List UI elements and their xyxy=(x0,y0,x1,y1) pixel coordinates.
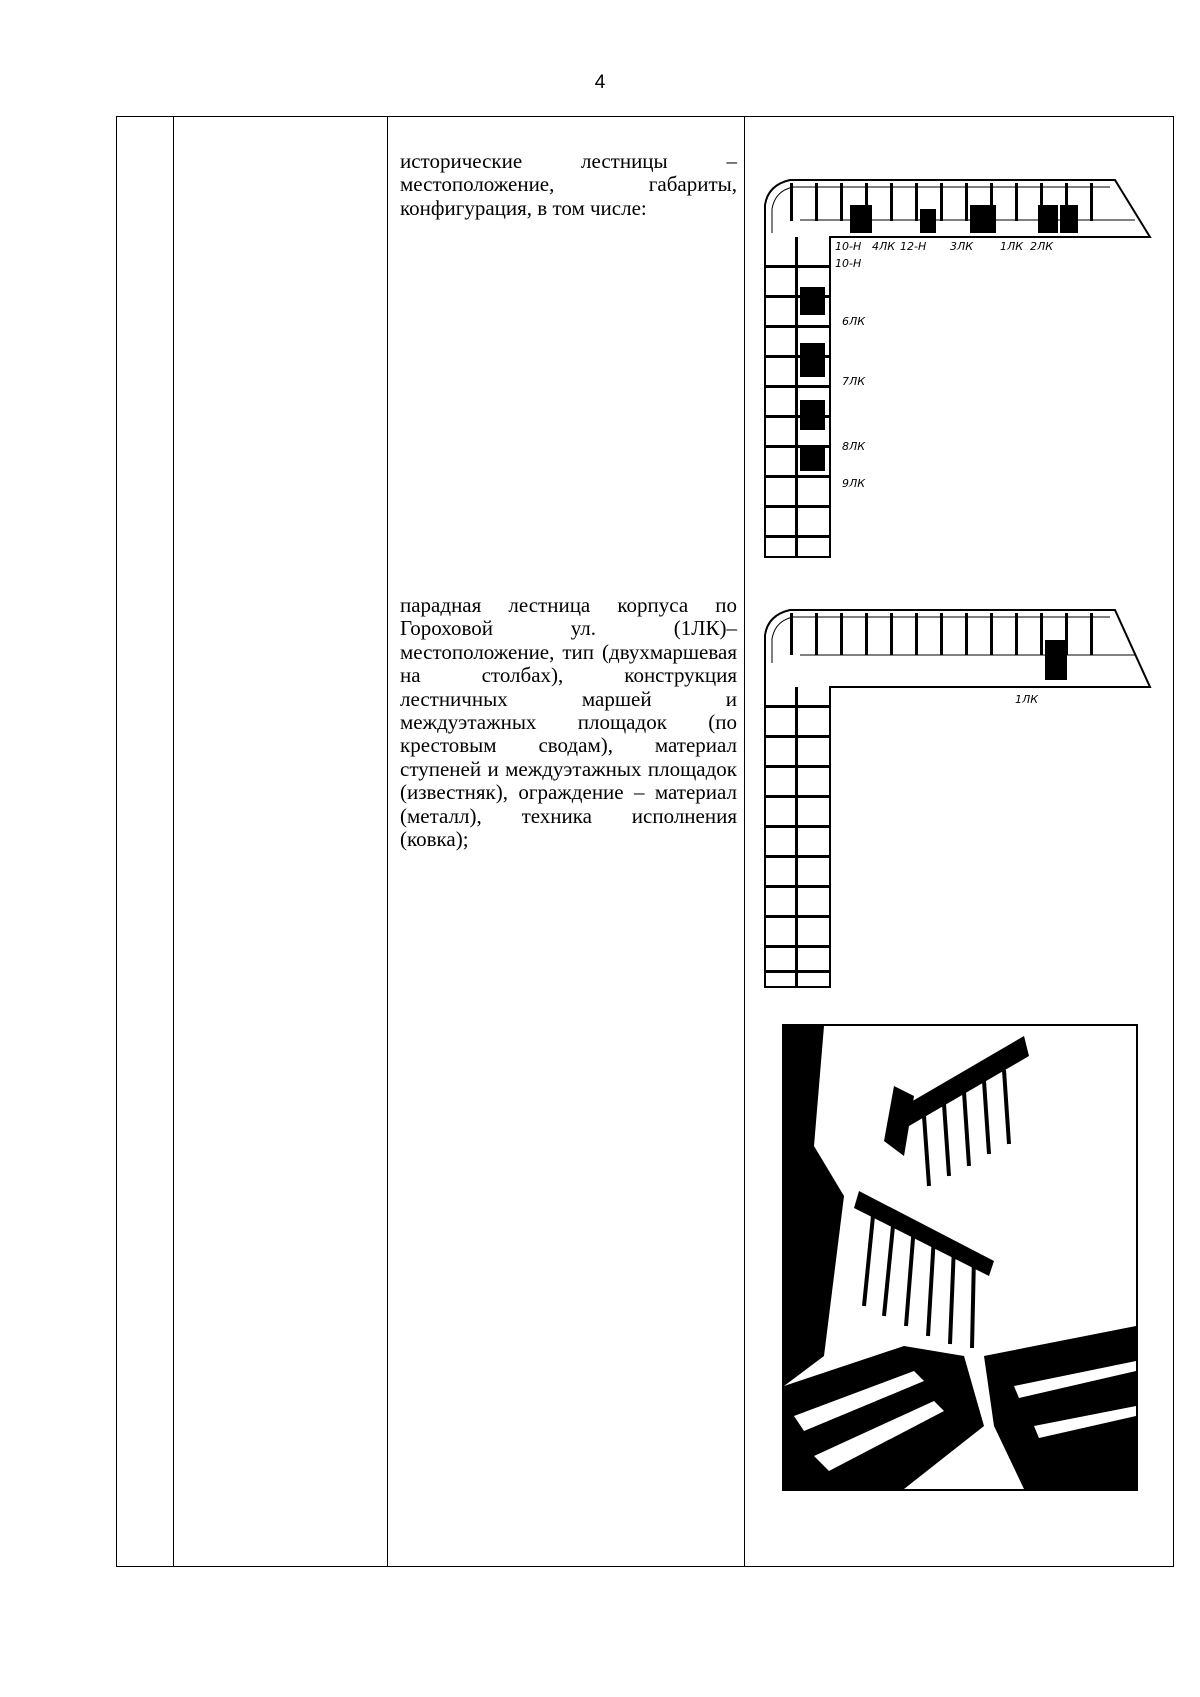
plan-label: 10-Н xyxy=(835,257,862,270)
plan-label: 1ЛК xyxy=(1015,693,1039,706)
column-divider-1 xyxy=(173,117,174,1566)
plan-label: 1ЛК xyxy=(1000,240,1024,253)
column-divider-2 xyxy=(387,117,388,1566)
page-number: 4 xyxy=(594,72,606,93)
plan-label: 12-Н xyxy=(900,240,927,253)
left-column-rooms xyxy=(765,237,830,557)
plan-label: 9ЛК xyxy=(842,477,866,490)
plan-label: 3ЛК xyxy=(950,240,974,253)
left-column-rooms xyxy=(765,687,830,987)
top-wing-rooms xyxy=(790,183,1093,233)
plan-label: 10-Н xyxy=(835,240,862,253)
staircase-photo-image xyxy=(784,1026,1136,1489)
floor-plan-drawing-2 xyxy=(760,605,1170,990)
plan-label: 6ЛК xyxy=(842,315,866,328)
floor-plan-drawing-1 xyxy=(760,175,1170,560)
plan-label: 2ЛК xyxy=(1030,240,1054,253)
staircase-photo xyxy=(782,1024,1138,1491)
plan-label: 7ЛК xyxy=(842,375,866,388)
plan-1-labels xyxy=(835,240,1054,490)
row-1-description: исторические лестницы – местоположение, габариты, конфигурация, в том числе: xyxy=(400,149,737,220)
plan-label: 4ЛК xyxy=(872,240,896,253)
top-wing-rooms xyxy=(790,613,1093,680)
column-divider-3 xyxy=(744,117,745,1566)
row-2-description: парадная лестница корпуса по Гороховой ул. (1ЛК)– местоположение, тип (двухмаршевая на столбах), конструкция лестничных маршей и междуэтажных площадок (по крестовым сводам), материал ступеней и междуэтажных площадок (известняк), ограждение – материал (металл), техника исполнения (ковка); xyxy=(400,593,737,852)
plan-label: 8ЛК xyxy=(842,440,866,453)
